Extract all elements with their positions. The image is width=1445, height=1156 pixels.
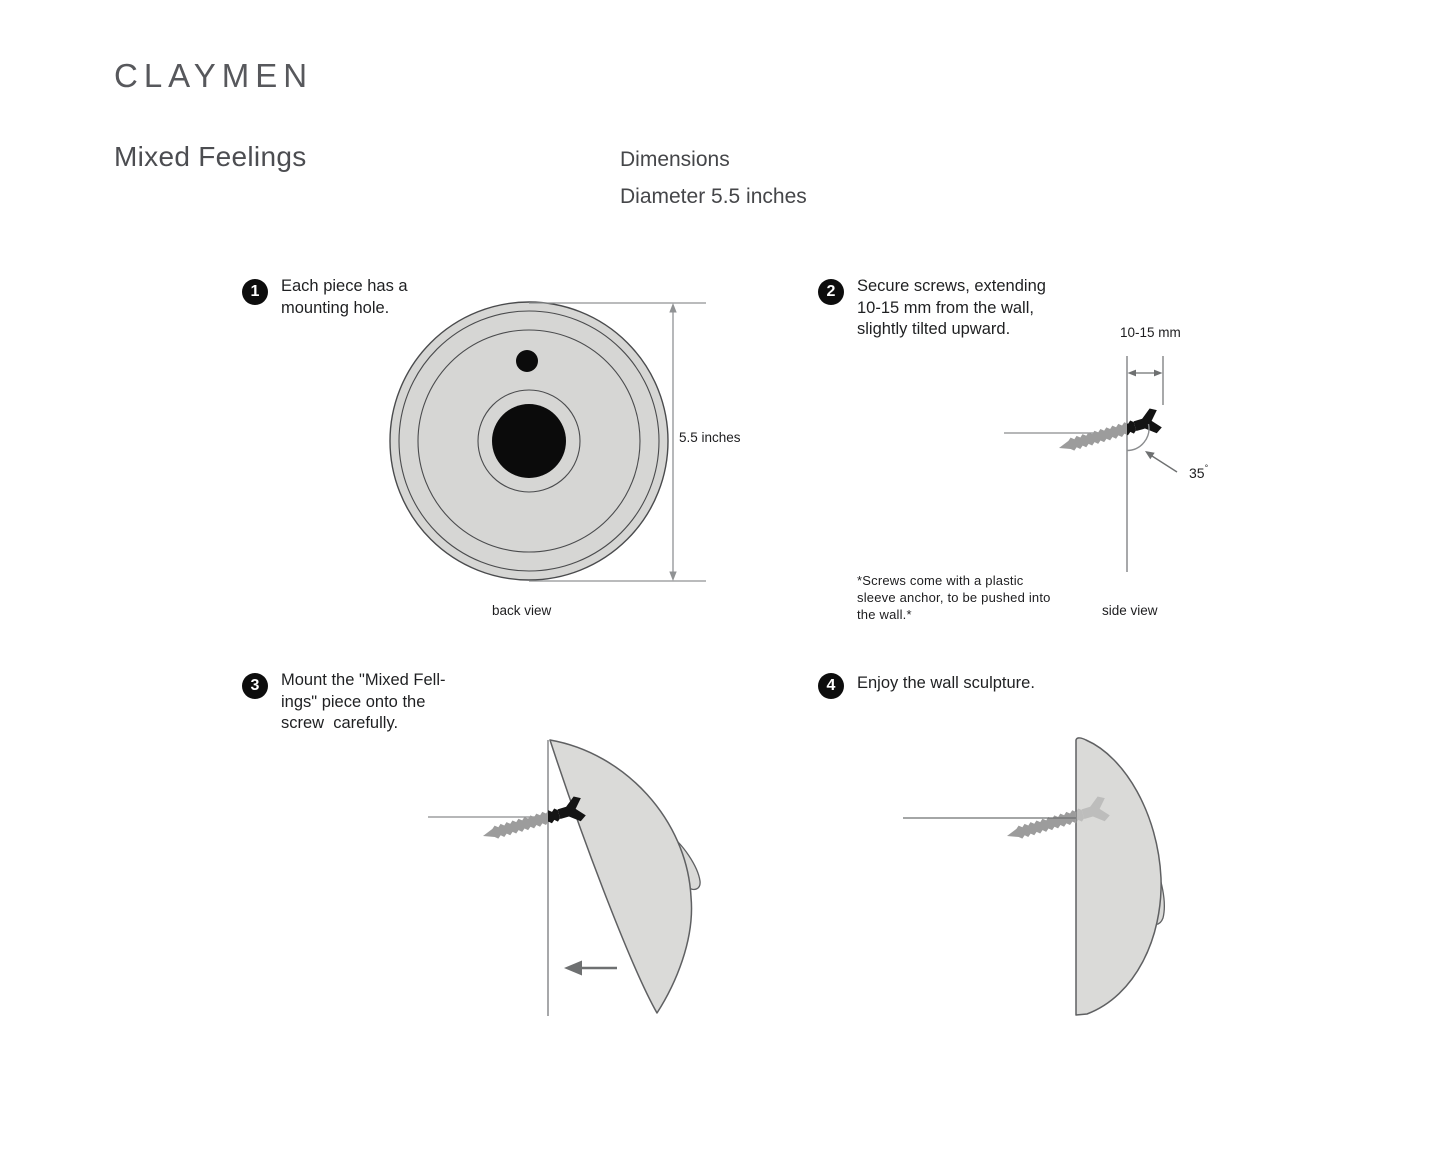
angle-pointer-line	[1152, 456, 1177, 472]
arrowhead-left	[1128, 370, 1137, 377]
step-4-badge: 4	[818, 673, 844, 699]
back-view-diagram	[380, 290, 750, 635]
step-3-line: ings" piece onto the	[281, 692, 426, 711]
step-3-text	[281, 670, 446, 735]
disc-center-circle	[492, 404, 566, 478]
note-line: sleeve anchor, to be pushed into	[857, 590, 1051, 605]
dimensions-value: Diameter 5.5 inches	[620, 185, 807, 208]
side-view-dimension-label: 10-15 mm	[1120, 325, 1181, 340]
step-4-text	[857, 673, 1035, 695]
arrowhead-push	[564, 961, 582, 976]
step-4-line: Enjoy the wall sculpture.	[857, 674, 1035, 692]
dimensions-heading: Dimensions	[620, 148, 730, 171]
side-view-caption: side view	[1102, 603, 1158, 618]
mounting-hole	[516, 350, 538, 372]
anchor-note	[857, 572, 1051, 623]
note-line: the wall.*	[857, 607, 912, 622]
step-2-line: slightly tilted upward.	[857, 320, 1011, 338]
piece-tilted	[550, 740, 692, 1013]
step-1-badge: 1	[242, 279, 268, 305]
back-view-dimension-label: 5.5 inches	[679, 430, 741, 445]
degree-mark: °	[1204, 463, 1209, 473]
mounting-diagram	[425, 735, 725, 1025]
arrowhead-pointer	[1145, 451, 1155, 459]
product-title: Mixed Feelings	[114, 141, 307, 172]
arrowhead-up	[669, 303, 676, 313]
brand-logo: CLAYMEN	[114, 57, 314, 94]
step-2-text	[857, 276, 1046, 341]
note-line: *Screws come with a plastic	[857, 573, 1024, 588]
step-1-line: mounting hole.	[281, 298, 390, 317]
angle-label	[1189, 463, 1208, 481]
back-view-caption: back view	[492, 603, 552, 618]
step-2-badge: 2	[818, 279, 844, 305]
step-3-line: Mount the "Mixed Fell-	[281, 671, 446, 689]
arrowhead-right	[1154, 370, 1163, 377]
arrowhead-down	[669, 572, 676, 582]
step-1-line: Each piece has a	[281, 277, 408, 295]
step-2-line: Secure screws, extending	[857, 277, 1046, 295]
mounted-diagram	[895, 730, 1185, 1025]
angle-value: 35	[1189, 465, 1205, 481]
step-3-line: screw carefully.	[281, 714, 399, 732]
step-2-line: 10-15 mm from the wall,	[857, 298, 1034, 317]
piece-mounted	[1076, 738, 1161, 1015]
step-3-badge: 3	[242, 673, 268, 699]
